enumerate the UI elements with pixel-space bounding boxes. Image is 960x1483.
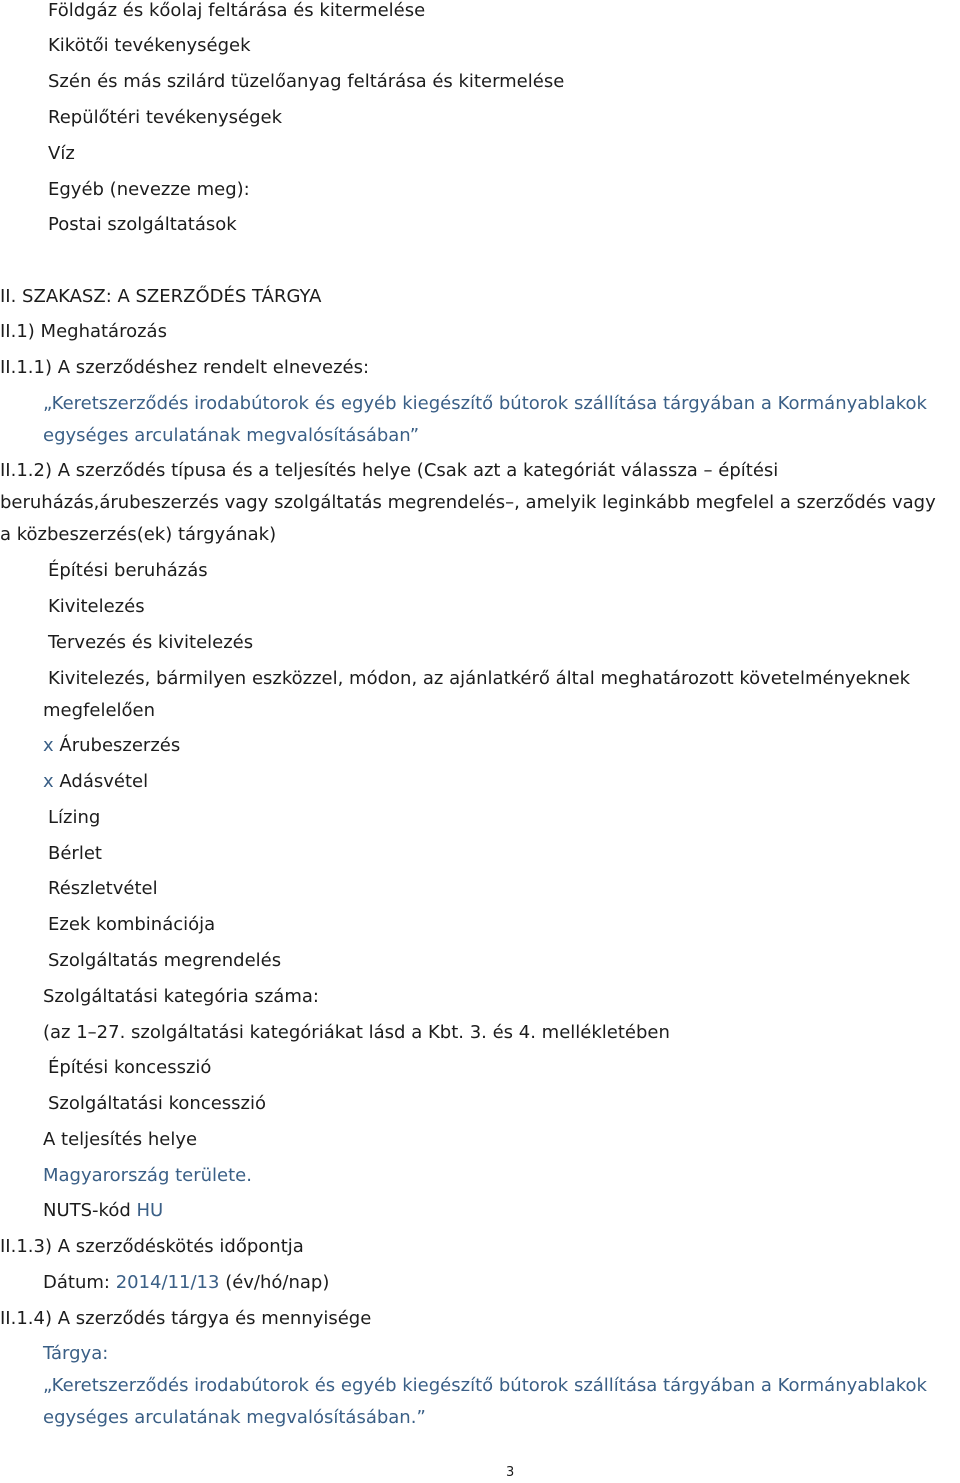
item-1-2-line2: beruházás,árubeszerzés vagy szolgáltatás megrendelés–, amelyik leginkább megfelel a szerződés vagy — [0, 492, 936, 513]
service-category-note: (az 1–27. szolgáltatási kategóriákat lásd a Kbt. 3. és 4. mellékletében — [43, 1022, 670, 1043]
type-epitesi-koncesszio: Építési koncesszió — [48, 1057, 212, 1078]
type-adasvetel — [43, 770, 148, 794]
type-epitesi-beruhazas: Építési beruházás — [48, 560, 208, 581]
item-1-1-value-line2: egységes arculatának megvalósításában” — [43, 425, 420, 446]
page-number: 3 — [506, 1465, 515, 1480]
type-reszletvetel: Részletvétel — [48, 878, 158, 899]
section-title: II. SZAKASZ: A SZERZŐDÉS TÁRGYA — [0, 286, 322, 307]
item-1-4-label: II.1.4) A szerződés tárgya és mennyisége — [0, 1308, 372, 1329]
date-value: 2014/11/13 — [115, 1272, 220, 1293]
section-subtitle: II.1) Meghatározás — [0, 321, 167, 342]
service-category-label: Szolgáltatási kategória száma: — [43, 986, 319, 1007]
selected-mark: x — [43, 771, 54, 792]
type-lizing: Lízing — [48, 807, 101, 828]
item-1-1-value-line1: „Keretszerződés irodabútorok és egyéb kiegészítő bútorok szállítása tárgyában a Kormányablakok — [43, 393, 927, 414]
item-1-3-label: II.1.3) A szerződéskötés időpontja — [0, 1236, 304, 1257]
type-kivitelezes-barmilyen-line2: megfelelően — [43, 700, 156, 721]
type-kivitelezes-barmilyen-line1: Kivitelezés, bármilyen eszközzel, módon, az ajánlatkérő által meghatározott követelményeknek — [48, 668, 911, 689]
date-format: (év/hó/nap) — [225, 1272, 330, 1293]
type-arubeszerzes — [43, 734, 180, 758]
type-tervezes: Tervezés és kivitelezés — [48, 632, 254, 653]
nuts-value: HU — [136, 1200, 164, 1221]
place-label: A teljesítés helye — [43, 1129, 198, 1150]
list-item-repuloteri: Repülőtéri tevékenységek — [48, 107, 283, 128]
nuts-label: NUTS-kód — [43, 1200, 131, 1221]
list-item-viz: Víz — [48, 143, 75, 164]
item-1-2-line1: II.1.2) A szerződés típusa és a teljesítés helye (Csak azt a kategóriát válassza – építési — [0, 460, 779, 481]
item-1-4-targya: Tárgya: — [43, 1343, 109, 1364]
type-adasvetel-label: Adásvétel — [59, 771, 149, 792]
selected-mark: x — [43, 735, 54, 756]
list-item-postai: Postai szolgáltatások — [48, 214, 237, 235]
item-1-4-value-line2: egységes arculatának megvalósításában.” — [43, 1407, 426, 1428]
list-item-egyeb: Egyéb (nevezze meg): — [48, 179, 250, 200]
contract-date — [43, 1271, 329, 1295]
type-berlet: Bérlet — [48, 843, 102, 864]
nuts-code — [43, 1199, 163, 1223]
type-szolgaltatas-megrendeles: Szolgáltatás megrendelés — [48, 950, 282, 971]
type-kivitelezes: Kivitelezés — [48, 596, 145, 617]
item-1-4-value-line1: „Keretszerződés irodabútorok és egyéb kiegészítő bútorok szállítása tárgyában a Kormányablakok — [43, 1375, 927, 1396]
item-1-1-label: II.1.1) A szerződéshez rendelt elnevezés: — [0, 357, 370, 378]
item-1-2-line3: a közbeszerzés(ek) tárgyának) — [0, 524, 277, 545]
date-label: Dátum: — [43, 1272, 110, 1293]
list-item-foldgaz: Földgáz és kőolaj feltárása és kitermelése — [48, 0, 426, 21]
type-kombinacio: Ezek kombinációja — [48, 914, 216, 935]
type-arubeszerzes-label: Árubeszerzés — [59, 735, 181, 756]
list-item-szen: Szén és más szilárd tüzelőanyag feltárása és kitermelése — [48, 71, 565, 92]
type-szolgaltatasi-koncesszio: Szolgáltatási koncesszió — [48, 1093, 267, 1114]
place-value: Magyarország területe. — [43, 1165, 252, 1186]
list-item-kikotoi: Kikötői tevékenységek — [48, 35, 251, 56]
